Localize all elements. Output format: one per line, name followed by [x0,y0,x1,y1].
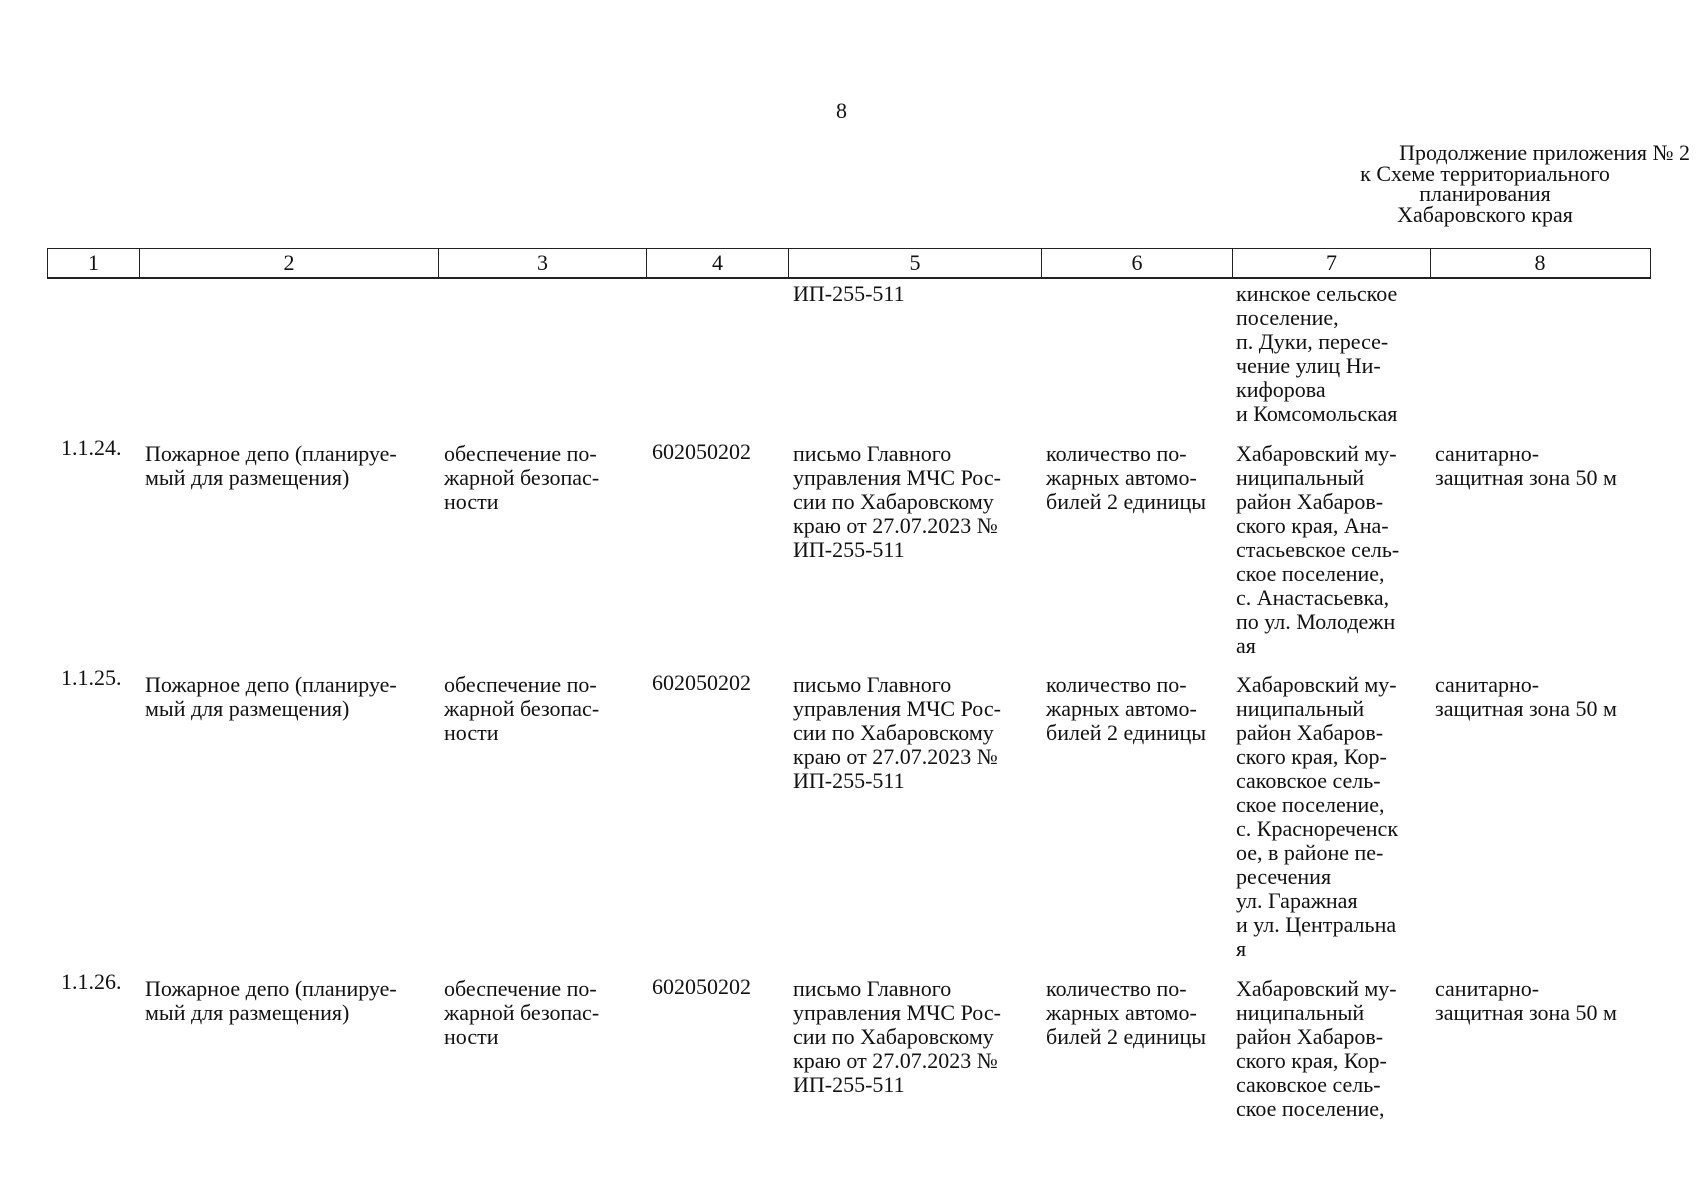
row-number-cell: 1.1.25. [61,665,122,690]
annex-header-line: планирования [1419,181,1551,206]
continuation-location-cell: кинское сельское поселение, п. Дуки, пересе- чение улиц Ни- кифорова и Комсомольская [1236,281,1398,426]
annex-header-line: к Схеме территориального [1360,160,1610,186]
characteristics-cell: количество по- жарных автомо- билей 2 единицы [1046,672,1207,745]
row-number-cell: 1.1.24. [61,435,122,460]
annex-header-line: Продолжение приложения № 2 [1399,140,1690,165]
location-cell: Хабаровский му- ниципальный район Хабаров- ского края, Кор- саковское сель- ское поселение, с. Краснореченск ое, в районе пе- ресечения ул. Гаражная и ул. Центральна я [1236,672,1399,961]
purpose-cell: обеспечение по- жарной безопас- ности [444,976,600,1049]
code-cell: 602050202 [652,670,751,695]
purpose-cell: обеспечение по- жарной безопас- ности [444,672,600,745]
object-name-cell: Пожарное депо (планируе- мый для размещения) [145,441,397,490]
page-number: 8 [836,98,847,123]
object-name-cell: Пожарное депо (планируе- мый для размещения) [145,672,397,721]
purpose-cell: обеспечение по- жарной безопас- ности [444,441,600,514]
annex-header [1300,140,1690,227]
basis-cell: письмо Главного управления МЧС Рос- сии по Хабаровскому краю от 27.07.2023 № ИП-255-511 [793,441,1001,562]
column-header-5: 5 [789,249,1042,277]
basis-cell: письмо Главного управления МЧС Рос- сии по Хабаровскому краю от 27.07.2023 № ИП-255-511 [793,976,1001,1097]
column-header-1: 1 [48,249,140,277]
location-cell: Хабаровский му- ниципальный район Хабаров- ского края, Ана- стасьевское сель- ское поселение, с. Анастасьевка, по ул. Молодежн ая [1236,441,1400,658]
column-header-8: 8 [1534,250,1546,275]
code-cell: 602050202 [652,439,751,464]
location-cell: Хабаровский му- ниципальный район Хабаров- ского края, Кор- саковское сель- ское поселение, [1236,976,1397,1121]
object-name-cell: Пожарное депо (планируе- мый для размещения) [145,976,397,1025]
zone-cell: санитарно- защитная зона 50 м [1435,672,1617,721]
column-header-4: 4 [647,249,789,277]
zone-cell: санитарно- защитная зона 50 м [1435,441,1617,490]
continuation-basis-cell: ИП-255-511 [793,281,905,306]
row-number-cell: 1.1.26. [61,969,122,994]
basis-cell: письмо Главного управления МЧС Рос- сии по Хабаровскому краю от 27.07.2023 № ИП-255-511 [793,672,1001,793]
column-header-3: 3 [439,249,647,277]
code-cell: 602050202 [652,974,751,999]
column-header-2: 2 [140,249,439,277]
characteristics-cell: количество по- жарных автомо- билей 2 единицы [1046,441,1207,514]
table-header-row [47,248,1651,279]
annex-header-line: Хабаровского края [1397,201,1573,227]
zone-cell: санитарно- защитная зона 50 м [1435,976,1617,1025]
column-header-6: 6 [1042,249,1233,277]
column-header-7: 7 [1233,249,1431,277]
characteristics-cell: количество по- жарных автомо- билей 2 единицы [1046,976,1207,1049]
